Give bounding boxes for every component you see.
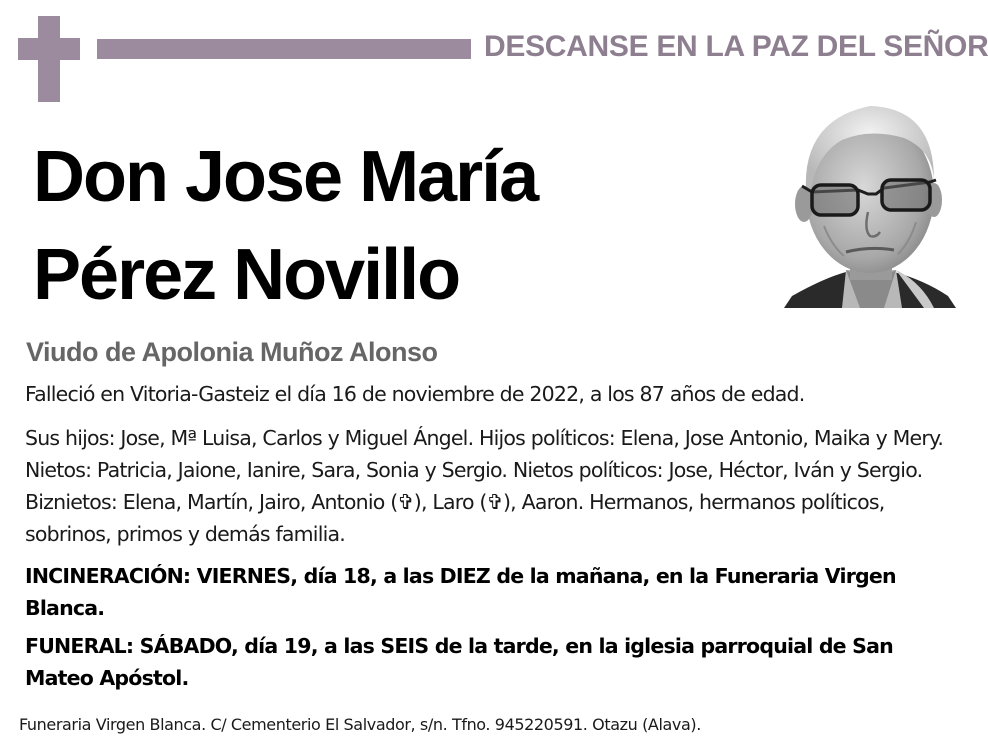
deceased-name-line2: Pérez Novillo bbox=[33, 235, 460, 315]
death-notice-line: Falleció en Vitoria-Gasteiz el día 16 de noviembre de 2022, a los 87 años de edad. bbox=[25, 382, 805, 406]
deceased-name-line1: Don Jose María bbox=[33, 137, 538, 217]
funeral-info: FUNERAL: SÁBADO, día 19, a las SEIS de la tarde, en la iglesia parroquial de San Mateo Apóstol. bbox=[25, 634, 893, 690]
cremation-info: INCINERACIÓN: VIERNES, día 18, a las DIEZ de la mañana, en la Funeraria Virgen Blanca. bbox=[25, 564, 896, 620]
header-title: DESCANSE EN LA PAZ DEL SEÑOR bbox=[484, 30, 988, 63]
family-members-paragraph: Sus hijos: Jose, Mª Luisa, Carlos y Miguel Ángel. Hijos políticos: Elena, Jose Antonio, Maika y Mery. Nietos: Patricia, Jaione, Ianire, Sara, Sonia y Sergio. Nietos políticos: Jose, Héctor, Iván y Sergio. Biznietos: Elena, Martín, Jairo, Antonio (✞), Laro (✞), Aaron. Hermanos, hermanos políticos, sobrinos, primos y demás familia. bbox=[25, 426, 944, 546]
widow-line: Viudo de Apolonia Muñoz Alonso bbox=[26, 337, 438, 367]
deceased-name bbox=[33, 128, 537, 324]
header-bar bbox=[97, 39, 471, 59]
funeral-home-footer: Funeraria Virgen Blanca. C/ Cementerio El Salvador, s/n. Tfno. 945220591. Otazu (Alava). bbox=[19, 715, 701, 734]
portrait-photo bbox=[784, 100, 956, 308]
cross-icon-arm bbox=[18, 38, 80, 60]
